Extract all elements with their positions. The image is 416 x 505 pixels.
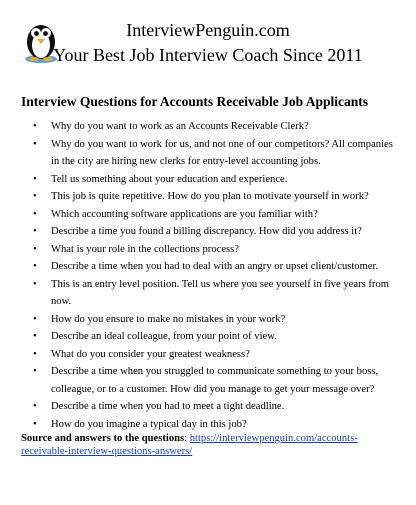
list-item: • Why do you want to work for us, and not one of our competitors? All companies in the city are hiring new clerks for entry-level accounting jobs.	[21, 136, 393, 171]
site-tagline: Your Best Job Interview Coach Since 2011	[53, 45, 363, 65]
list-item: • How do you ensure to make no mistakes in your work?	[21, 311, 393, 329]
source-link[interactable]: https://interviewpenguin.com/accounts-receivable-interview-questions-answers/	[21, 433, 358, 457]
list-item: • This job is quite repetitive. How do you plan to motivate yourself in work?	[21, 188, 393, 206]
list-item: • Why do you want to work as an Accounts Receivable Clerk?	[21, 118, 393, 136]
list-item: • How do you imagine a typical day in this job?	[21, 416, 393, 434]
list-item: • This is an entry level position. Tell us where you see yourself in five years from now.	[21, 276, 393, 311]
site-name: InterviewPenguin.com	[126, 20, 290, 40]
list-item: • Describe an ideal colleague, from your point of view.	[21, 328, 393, 346]
list-item: • What is your role in the collections process?	[21, 241, 393, 259]
list-item: • Describe a time you found a billing discrepancy. How did you address it?	[21, 223, 393, 241]
source-footer	[21, 432, 393, 458]
list-item: • Describe a time when you had to deal with an angry or upset client/customer.	[21, 258, 393, 276]
source-separator: :	[184, 433, 190, 444]
list-item: • What do you consider your greatest weakness?	[21, 346, 393, 364]
list-item: • Describe a time when you had to meet a tight deadline.	[21, 398, 393, 416]
source-label: Source and answers to the questions	[21, 433, 185, 444]
page-header	[0, 0, 416, 80]
list-item: • Which accounting software applications are you familiar with?	[21, 206, 393, 224]
list-item: • Tell us something about your education and experience.	[21, 171, 393, 189]
page-title: Interview Questions for Accounts Receivable Job Applicants	[21, 94, 368, 109]
list-item: • Describe a time when you struggled to communicate something to your boss, colleague, or to a customer. How did you manage to get your message over?	[21, 363, 393, 398]
question-list	[21, 118, 393, 433]
